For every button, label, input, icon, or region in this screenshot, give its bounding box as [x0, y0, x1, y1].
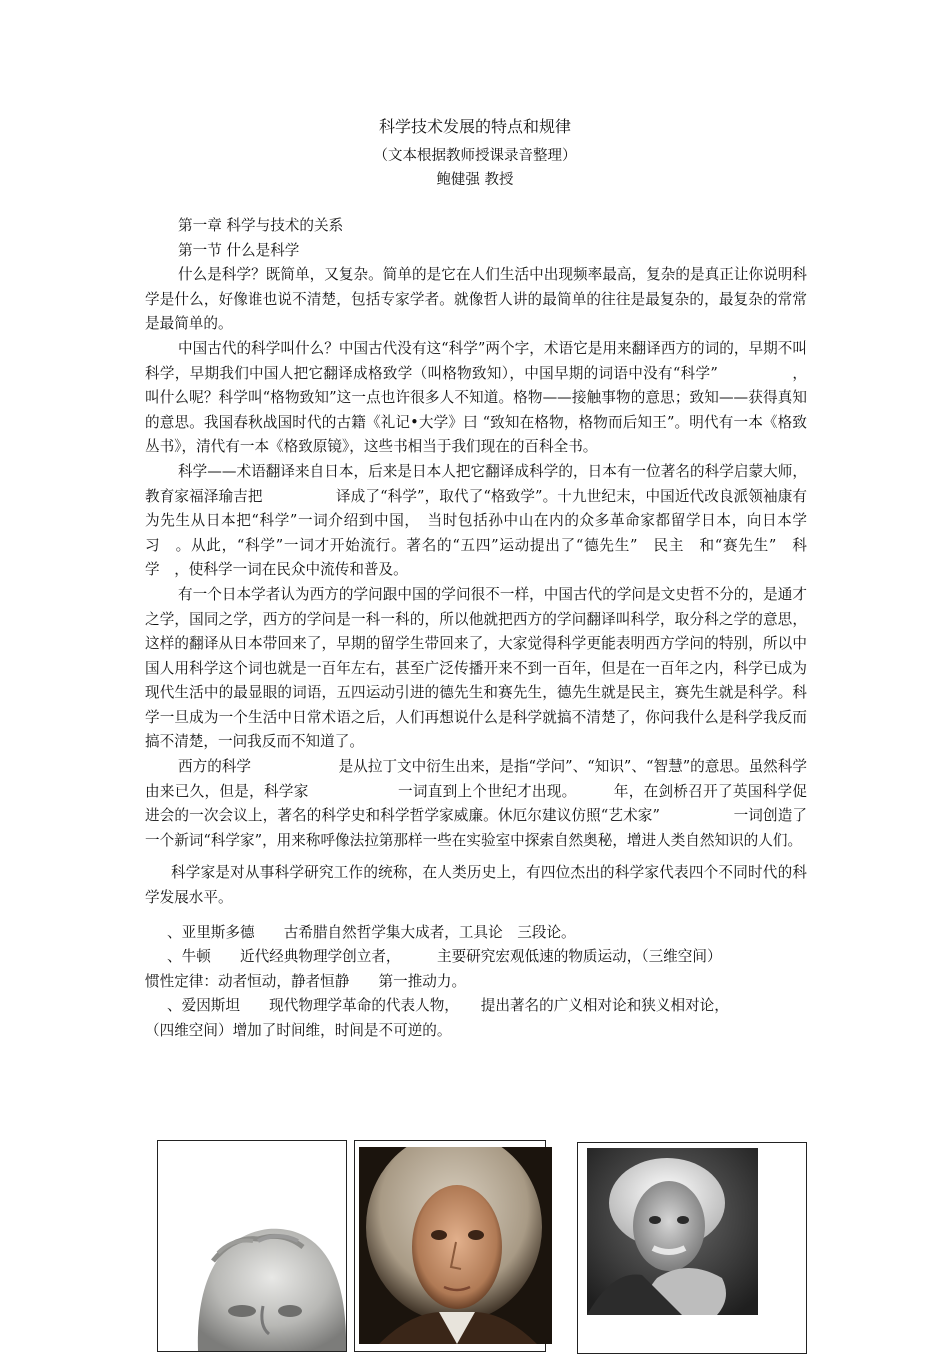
- einstein-portrait-image: [587, 1148, 758, 1315]
- aristotle-bust-image: [158, 1141, 346, 1351]
- page-title: 科学技术发展的特点和规律: [378, 117, 571, 136]
- newton-portrait-image: [359, 1147, 552, 1344]
- paragraph: 科学——术语翻译来自日本，后来是日本人把它翻译成科学的，日本有一位著名的科学启蒙大师，教育家福泽瑜吉把 译成了“科学”，取代了“格致学”。十九世纪末，中国近代改良派领袖康有为先生从日本把“科学”一词介绍到中国， 当时包括孙中山在内的众多革命家都留学日本，向日本学习 。从此，“科学”一词才开始流行。著名的“五四”运动提出了“德先生” 民主 和“赛先生” 科学 ，使科学一词在民众中流传和普及。: [145, 462, 807, 579]
- list-item: 、亚里斯多德 古希腊自然哲学集大成者，工具论 三段论。: [167, 923, 576, 941]
- paragraph: 中国古代的科学叫什么？中国古代没有这“科学”两个字，术语它是用来翻译西方的词的，早期不叫科学，早期我们中国人把它翻译成格致学（叫格物致知），中国早期的词语中没有“科学” ，叫什么呢？科学叫“格物致知”这一点也许很多人不知道。格物——接触事物的意思；致知——获得真知的意思。我国春秋战国时代的古籍《礼记•大学》曰 “致知在格物，格物而后知王”。明代有一本《格致丛书》，清代有一本《格致原镜》，这些书相当于我们现在的百科全书。: [145, 339, 807, 456]
- list-item: 、牛顿 近代经典物理学创立者， 主要研究宏观低速的物质运动，（三维空间）: [167, 948, 722, 966]
- list-item-continuation: 惯性定律：动者恒动，静者恒静 第一推动力。: [145, 972, 467, 990]
- paragraph: 有一个日本学者认为西方的学问跟中国的学问很不一样，中国古代的学问是文史哲不分的，是通才之学，国同之学，西方的学问是一科一科的，所以他就把西方的学问翻译叫科学，取分科之学的意思，这样的翻译从日本带回来了，早期的留学生带回来了，大家觉得科学更能表明西方学问的特别，所以中国人用科学这个词也就是一百年左右，甚至广泛传播开来不到一百年，但是在一百年之内，科学已成为现代生活中的最显眼的词语，五四运动引进的德先生和赛先生，德先生就是民主，赛先生就是科学。科学一旦成为一个生活中日常术语之后，人们再想说什么是科学就搞不清楚了，你问我什么是科学我反而搞不清楚，一问我反而不知道了。: [145, 585, 807, 751]
- author-line: 鲍健强 教授: [436, 172, 514, 188]
- list-item-continuation: （四维空间）增加了时间维，时间是不可逆的。: [145, 1022, 452, 1039]
- body-text: [145, 214, 807, 1044]
- section-heading: 第一节 什么是科学: [178, 241, 300, 259]
- list-item: 、爱因斯坦 现代物理学革命的代表人物， 提出著名的广义相对论和狭义相对论，: [167, 997, 729, 1015]
- paragraph: 什么是科学？既简单，又复杂。简单的是它在人们生活中出现频率最高，复杂的是真正让你说明科学是什么，好像谁也说不清楚，包括专家学者。就像哲人讲的最简单的往往是最复杂的，最复杂的常常是最简单的。: [145, 266, 807, 333]
- paragraph: 西方的科学 是从拉丁文中衍生出来，是指“学问”、“知识”、“智慧”的意思。虽然科学由来已久，但是，科学家 一词直到上个世纪才出现。 年，在剑桥召开了英国科学促进会的一次会议上，著名的科学史和科学哲学家威廉。休厄尔建议仿照“艺术家” 一词创造了一个新词“科学家”，用来称呼像法拉第那样一些在实验室中探索自然奥秘，增进人类自然知识的人们。: [145, 758, 807, 849]
- paragraph: 科学家是对从事科学研究工作的统称，在人类历史上，有四位杰出的科学家代表四个不同时代的科学发展水平。: [145, 864, 807, 907]
- chapter-heading: 第一章 科学与技术的关系: [178, 217, 344, 234]
- image-frame-left: [157, 1140, 347, 1352]
- scientist-list: [145, 921, 807, 1044]
- page-subtitle: （文本根据教师授课录音整理）: [373, 148, 577, 164]
